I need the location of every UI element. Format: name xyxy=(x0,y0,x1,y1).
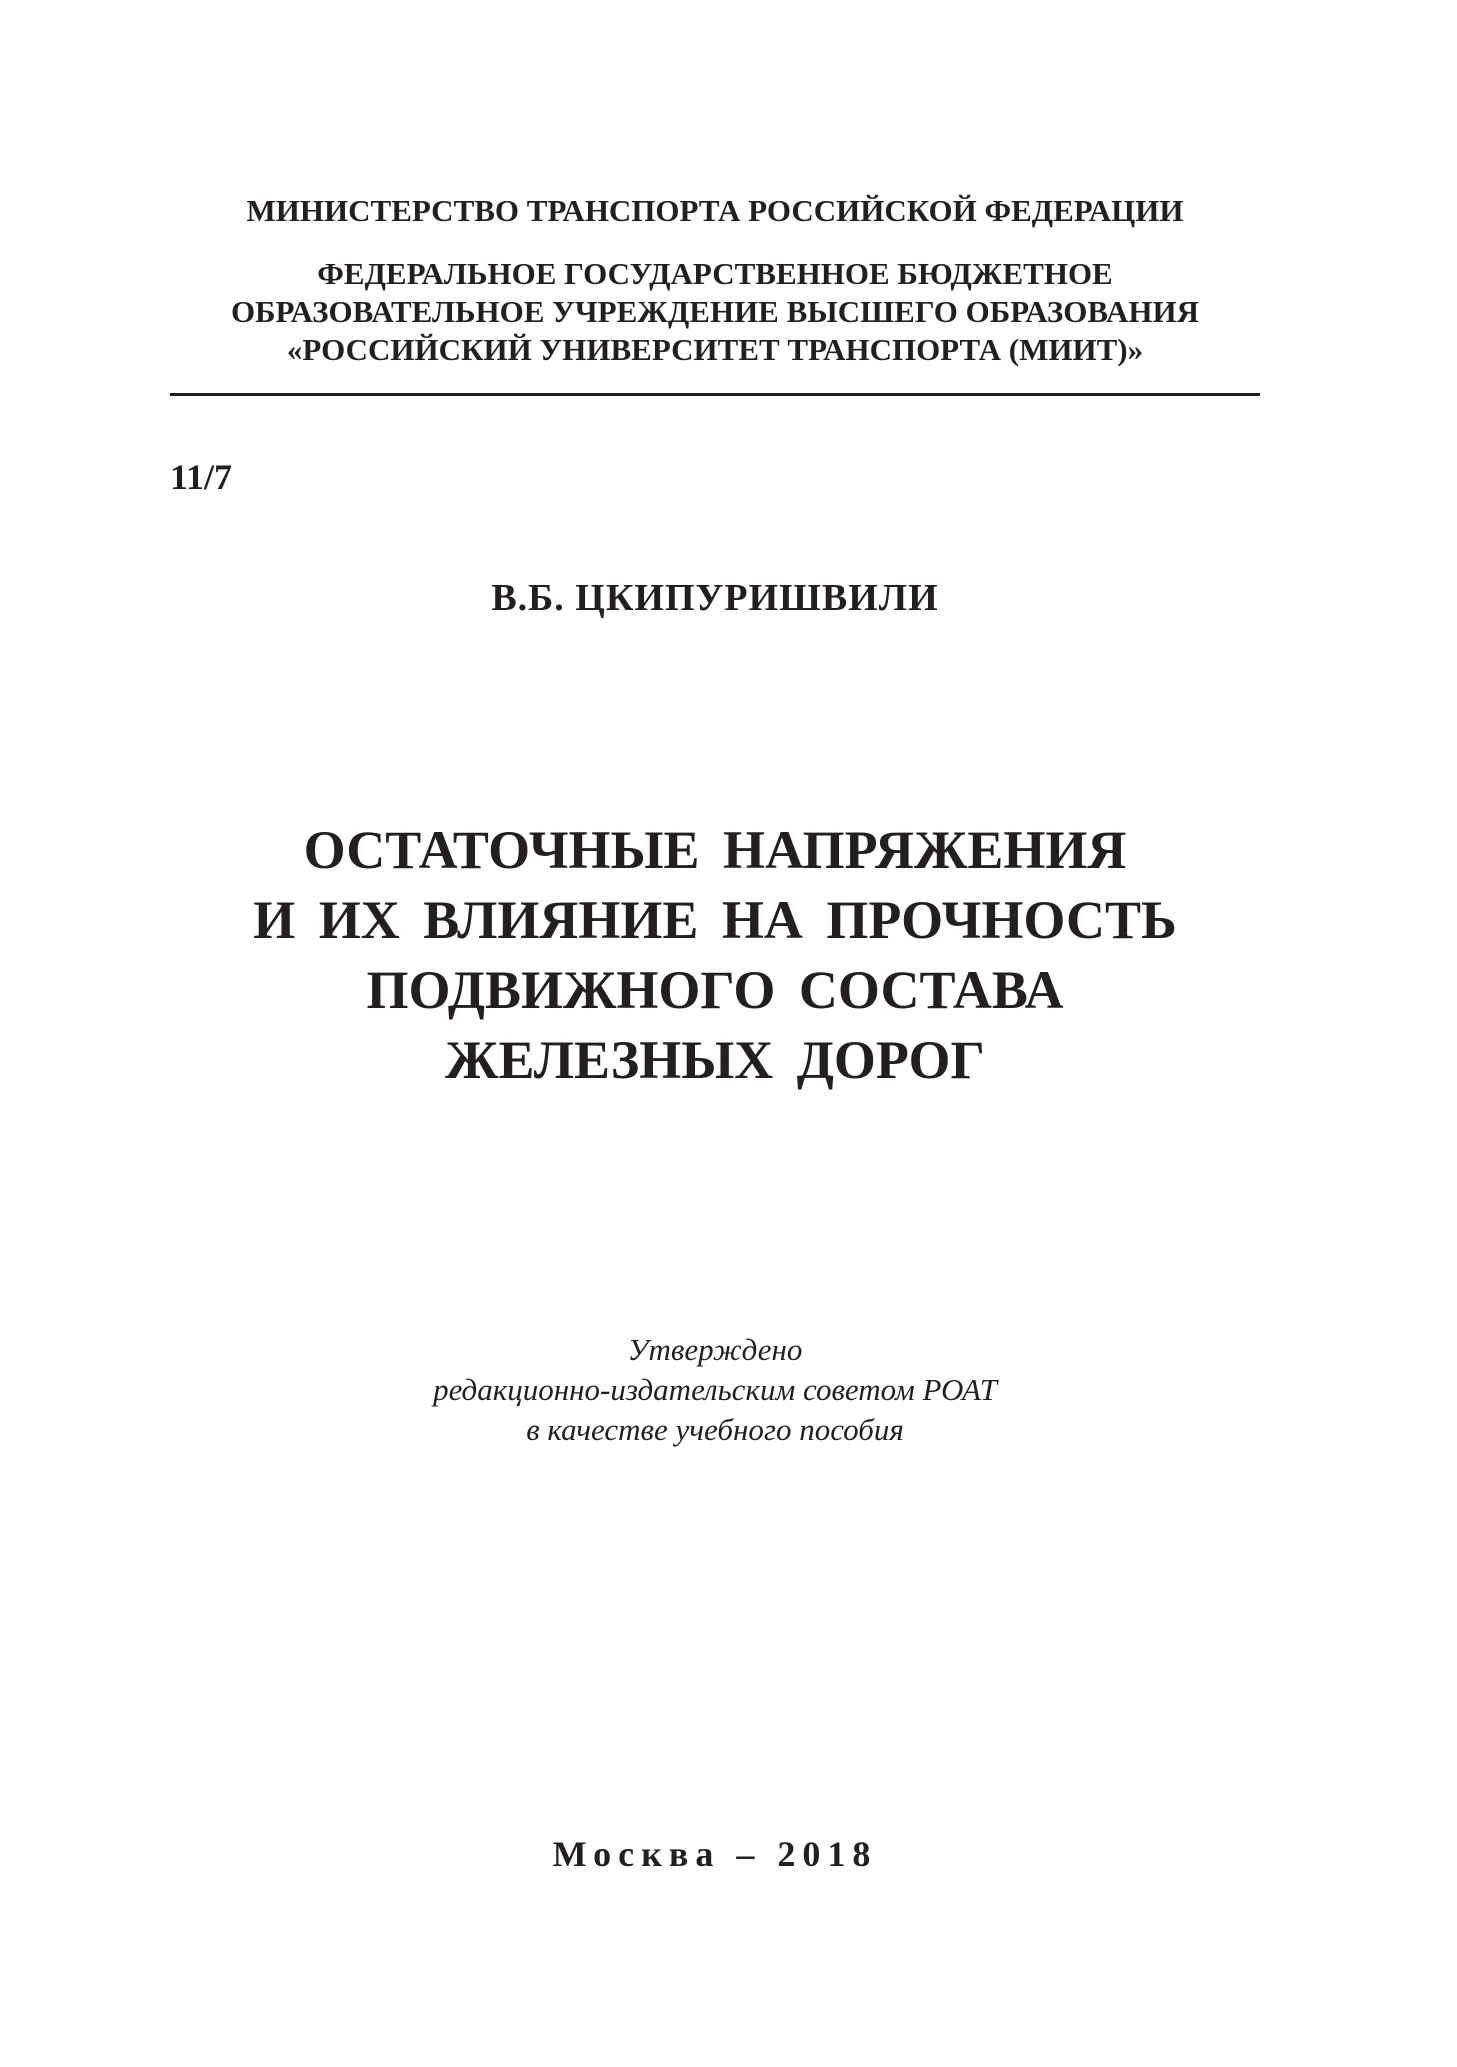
header-divider xyxy=(170,393,1260,396)
approval-line-2: редакционно-издательским советом РОАТ xyxy=(433,1372,997,1407)
book-title xyxy=(170,815,1260,1095)
approval-line-1: Утверждено xyxy=(627,1332,803,1367)
title-line-1: ОСТАТОЧНЫЕ НАПРЯЖЕНИЯ xyxy=(303,820,1127,880)
ministry-name: МИНИСТЕРСТВО ТРАНСПОРТА РОССИЙСКОЙ ФЕДЕРАЦИИ xyxy=(246,193,1184,228)
title-line-2: И ИХ ВЛИЯНИЕ НА ПРОЧНОСТЬ xyxy=(253,890,1177,950)
institution-name-line-1: ФЕДЕРАЛЬНОЕ ГОСУДАРСТВЕННОЕ БЮДЖЕТНОЕ xyxy=(317,256,1113,291)
institution-name-line-2: ОБРАЗОВАТЕЛЬНОЕ УЧРЕЖДЕНИЕ ВЫСШЕГО ОБРАЗОВАНИЯ xyxy=(230,294,1200,329)
approval-line-3: в качестве учебного пособия xyxy=(526,1412,904,1447)
institution-name-line-3: «РОССИЙСКИЙ УНИВЕРСИТЕТ ТРАНСПОРТА (МИИТ)» xyxy=(286,332,1144,367)
author-name: В.Б. ЦКИПУРИШВИЛИ xyxy=(491,577,939,619)
city-year: Москва – 2018 xyxy=(552,1834,878,1874)
header-block xyxy=(170,192,1260,369)
catalog-code: 11/7 xyxy=(170,457,233,497)
title-line-4: ЖЕЛЕЗНЫХ ДОРОГ xyxy=(445,1030,985,1090)
title-line-3: ПОДВИЖНОГО СОСТАВА xyxy=(366,960,1064,1020)
approval-note xyxy=(170,1330,1260,1450)
